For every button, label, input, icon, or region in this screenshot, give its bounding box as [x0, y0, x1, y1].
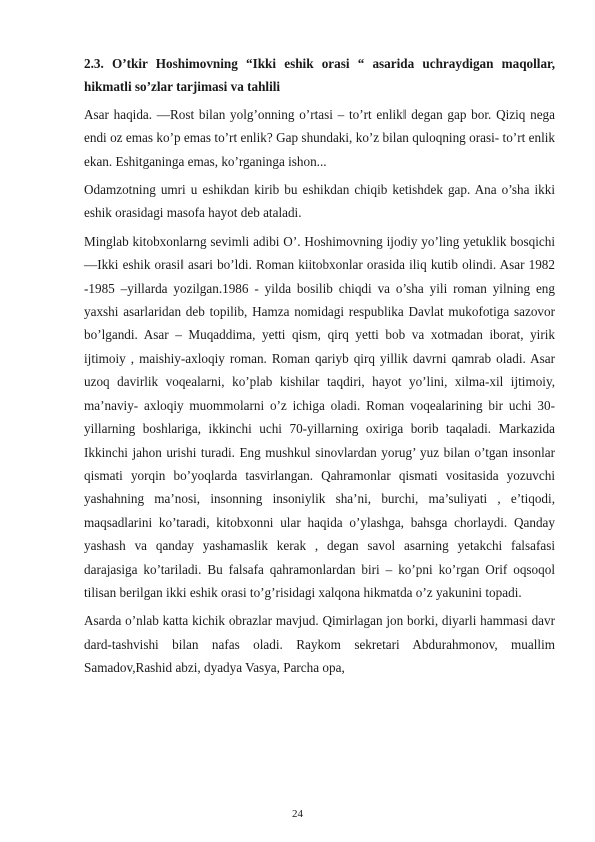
document-body [84, 52, 555, 685]
section-heading: 2.3. O’tkir Hoshimovning “Ikki eshik orasi “ asarida uchraydigan maqollar, hikmatli so’zlar tarjimasi va tahlili [84, 56, 555, 95]
page-number: 24 [292, 808, 303, 820]
paragraph-intro: Asar haqida. ―Rost bilan yolg’onning o’rtasi – to’rt enlik‖ degan gap bor. Qiziq nega endi oz emas ko’p emas to’rt enlik? Gap shundaki, ko’z bilan quloqning orasi- to’rt enlik ekan. Eshitganinga emas, ko’rganinga ishon... [84, 106, 555, 169]
paragraph-two-doors: Odamzotning umri u eshikdan kirib bu eshikdan chiqib ketishdek gap. Ana o’sha ikki eshik orasidagi masofa hayot deb ataladi. [84, 182, 555, 221]
paragraph-characters: Asarda o’nlab katta kichik obrazlar mavjud. Qimirlagan jon borki, diyarli hammasi davr dard-tashvishi bilan nafas oladi. Raykom sekretari Abdurahmonov, muallim Samadov,Rashid abzi, dyadya Vasya, Parcha opa, [84, 613, 555, 676]
paragraph-novel-overview: Minglab kitobxonlarng sevimli adibi O’. Hoshimovning ijodiy yo’ling yetuklik bosqichi ―Ikki eshik orasi‖ asari bo’ldi. Roman kiitobxonlar orasida iliq kutib olindi. Asar 1982 -1985 –yillarda yozilgan.1986 - yilda bosilib chiqdi va o’sha yili roman yilning eng yaxshi asarlaridan deb topilib, Hamza nomidagi respublika Davlat mukofotiga sazovor bo’lgandi. Asar – Muqaddima, yetti qism, qirq yetti bob va xotmadan iborat, yirik ijtimoiy , maishiy-axloqiy roman. Roman qariyb qirq yillik davrni qamrab oladi. Asar uzoq davirlik voqealarni, ko’plab kishilar taqdiri, hayot yo’lini, xilma-xil ijtimoiy, ma’naviy- axloqiy muommolarni o’z ichiga oladi. Roman voqealarining bir uchi 30-yillarning boshlariga, ikkinchi uchi 70-yillarning oxiriga borib taqaladi. Markazida Ikkinchi jahon urishi turadi. Eng mushkul sinovlardan yorug’ yuz bilan o’tgan insonlar qismati yorqin bo’yoqlarda tasvirlangan. Qahramonlar qismati vositasida yozuvchi yashahning ma’nosi, insonning insoniylik sha’ni, burchi, ma’suliyati , e’tiqodi, maqsadlarini ko’taradi, kitobxonni ular haqida o’ylashga, bahsga chorlaydi. Qanday yashash va qanday yashamaslik kerak , degan savol asarning yetakchi falsafasi darajasiga ko’tariladi. Bu falsafa qahramonlardan biri – ko’pni ko’rgan Orif oqsoqol tilisan berilgan ikki eshik orasi to’g’risidagi xalqona hikmatda o’z yakunini topadi. [84, 233, 555, 600]
